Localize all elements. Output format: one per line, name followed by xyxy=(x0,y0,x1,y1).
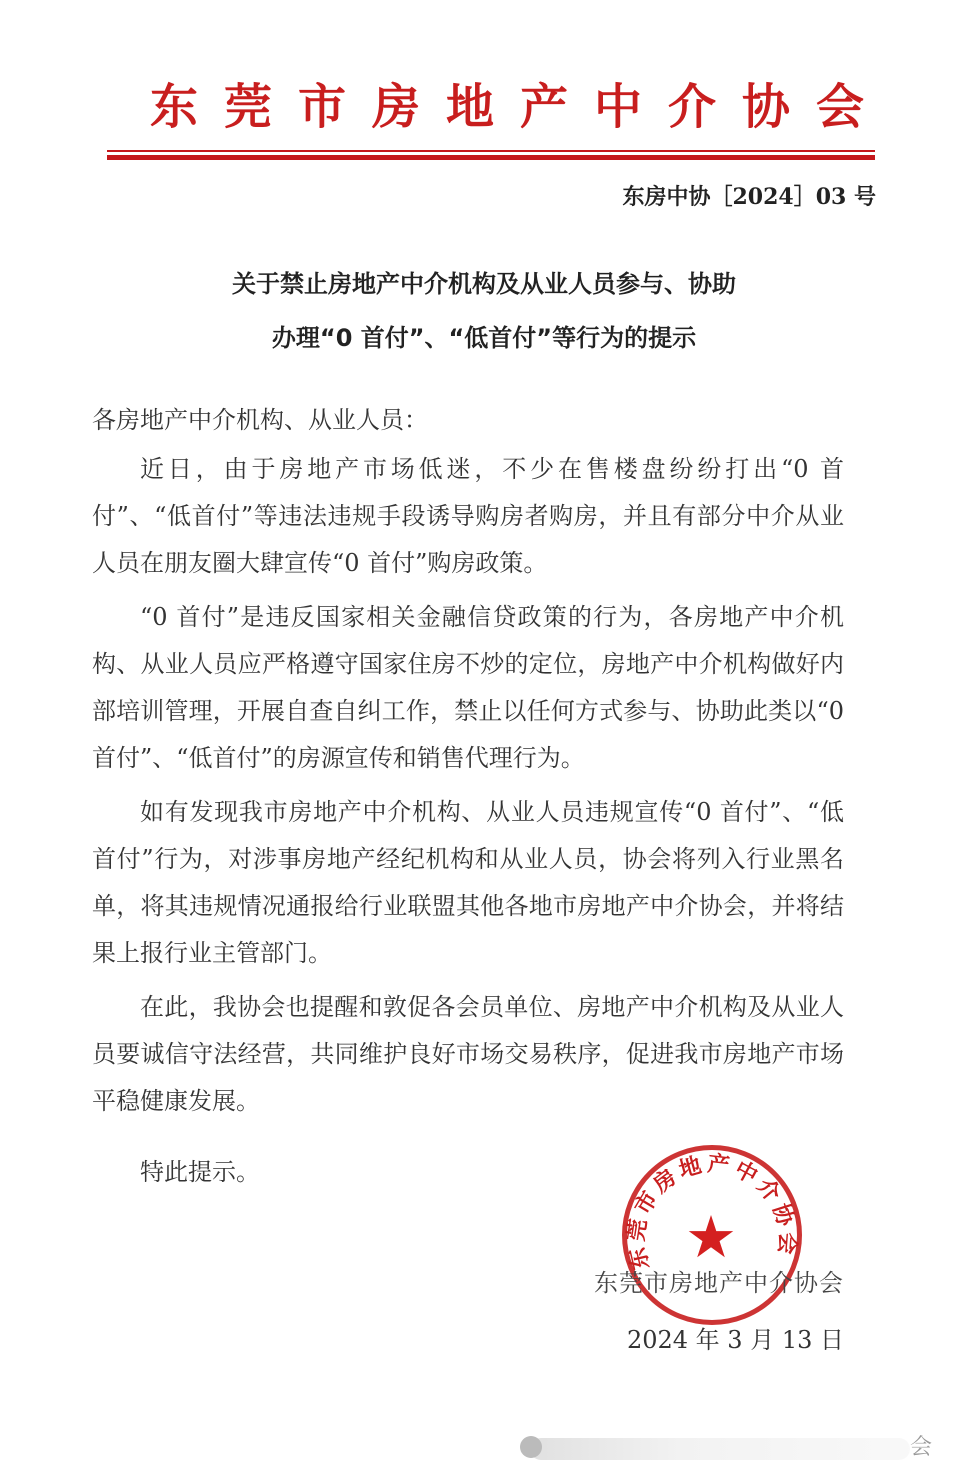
masthead-title: 东莞市房地产中介协会 xyxy=(150,79,891,135)
watermark-text: 会 xyxy=(910,1435,933,1460)
masthead-rule-thin xyxy=(107,150,875,152)
salutation: 各房地产中介机构、从业人员： xyxy=(92,406,428,434)
masthead-rule-thick xyxy=(107,155,875,160)
paragraph: 如有发现我市房地产中介机构、从业人员违规宣传“0 首付”、“低首付”行为，对涉事房地产经纪机构和从业人员，协会将列入行业黑名单，将其违规情况通报给行业联盟其他各地市房地产中介协会，并将结果上报行业主管部门。 xyxy=(92,798,844,967)
paragraph: 在此，我协会也提醒和敦促各会员单位、房地产中介机构及从业人员要诚信守法经营，共同维护良好市场交易秩序，促进我市房地产市场平稳健康发展。 xyxy=(92,993,844,1115)
red-star-icon: ★ xyxy=(685,1203,737,1271)
body-paragraphs xyxy=(92,446,844,1132)
paragraph: 近日，由于房地产市场低迷，不少在售楼盘纷纷打出“0 首付”、“低首付”等违法违规手段诱导购房者购房，并且有部分中介从业人员在朋友圈大肆宣传“0 首付”购房政策。 xyxy=(92,455,844,577)
document-title-line-1: 关于禁止房地产中介机构及从业人员参与、协助 xyxy=(232,270,736,298)
document-number: 东房中协［2024］03 号 xyxy=(622,184,876,210)
watermark-bubble-icon xyxy=(520,1436,542,1458)
official-seal xyxy=(622,1145,802,1325)
document-title-line-2: 办理“0 首付”、“低首付”等行为的提示 xyxy=(271,324,697,352)
signer-name: 东莞市房地产中介协会 xyxy=(594,1269,844,1297)
issue-date: 2024 年 3 月 13 日 xyxy=(626,1326,844,1354)
closing-line: 特此提示。 xyxy=(140,1158,260,1186)
watermark-bar xyxy=(530,1438,910,1460)
paragraph: “0 首付”是违反国家相关金融信贷政策的行为，各房地产中介机构、从业人员应严格遵守国家住房不炒的定位，房地产中介机构做好内部培训管理，开展自查自纠工作，禁止以任何方式参与、协助此类以“0 首付”、“低首付”的房源宣传和销售代理行为。 xyxy=(92,603,844,772)
svg-text:东莞市房地产中介协会: 东莞市房地产中介协会 xyxy=(624,1151,800,1273)
